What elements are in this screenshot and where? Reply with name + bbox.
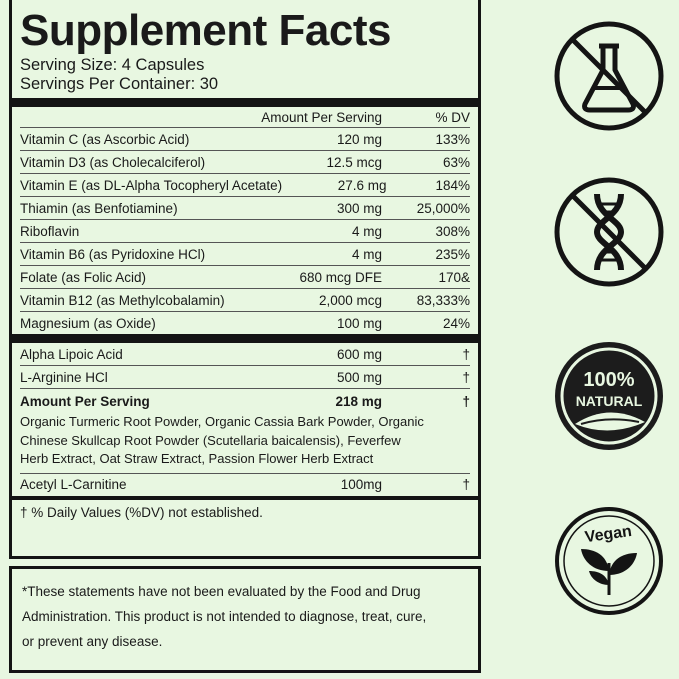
ingredient-amount: 12.5 mcg bbox=[326, 154, 382, 170]
ingredient-amount: 27.6 mg bbox=[337, 177, 387, 193]
ingredient-name: Vitamin B6 (as Pyridoxine HCl) bbox=[20, 246, 206, 262]
ingredient-dv: 83,333% bbox=[416, 292, 470, 308]
vegan-badge-label: Vegan bbox=[583, 522, 633, 547]
divider-thick bbox=[12, 334, 478, 343]
ingredient-row bbox=[20, 220, 470, 243]
ingredient-amount: 4 mg bbox=[351, 223, 382, 239]
ingredient-name: Magnesium (as Oxide) bbox=[20, 315, 156, 331]
footnote: † % Daily Values (%DV) not established. bbox=[20, 504, 263, 520]
page-title: Supplement Facts bbox=[20, 6, 391, 55]
ingredient-amount: 500 mg bbox=[336, 369, 382, 385]
ingredient-dv: † bbox=[462, 369, 470, 385]
blend-ingredients-line: Chinese Skullcap Root Powder (Scutellaria baicalensis), Feverfew bbox=[20, 432, 401, 448]
ingredient-row bbox=[20, 266, 470, 289]
ingredient-amount: 680 mcg DFE bbox=[299, 269, 382, 285]
blend-dv: † bbox=[462, 393, 470, 409]
ingredient-name: Vitamin E (as DL-Alpha Tocopheryl Acetate) bbox=[20, 177, 283, 193]
column-header-row bbox=[20, 107, 470, 128]
ingredient-dv: 170& bbox=[438, 269, 470, 285]
vegan-badge-icon bbox=[553, 505, 665, 617]
ingredient-row bbox=[20, 174, 470, 197]
ingredient-name: Vitamin B12 (as Methylcobalamin) bbox=[20, 292, 225, 308]
servings-per-container: Servings Per Container: 30 bbox=[20, 75, 219, 93]
ingredient-row bbox=[20, 151, 470, 174]
ingredient-row bbox=[20, 289, 470, 312]
ingredient-amount: 100 mg bbox=[336, 315, 382, 331]
ingredient-dv: 24% bbox=[442, 315, 470, 331]
ingredient-name: Vitamin C (as Ascorbic Acid) bbox=[20, 131, 190, 147]
other-ingredient-list bbox=[20, 343, 470, 389]
natural-badge-icon bbox=[553, 340, 665, 452]
ingredient-dv: 184% bbox=[435, 177, 470, 193]
disclaimer-box bbox=[9, 566, 481, 673]
ingredient-name: L-Arginine HCl bbox=[20, 369, 108, 385]
disclaimer-line: *These statements have not been evaluated by the Food and Drug bbox=[22, 584, 421, 599]
ingredient-amount: 4 mg bbox=[351, 246, 382, 262]
ingredient-name: Folate (as Folic Acid) bbox=[20, 269, 147, 285]
ingredient-row bbox=[20, 312, 470, 334]
ingredient-dv: 133% bbox=[435, 131, 470, 147]
ingredient-name: Riboflavin bbox=[20, 223, 80, 239]
ingredient-dv: 25,000% bbox=[416, 200, 470, 216]
ingredient-name: Alpha Lipoic Acid bbox=[20, 346, 123, 362]
ingredient-dv: 63% bbox=[442, 154, 470, 170]
blend-ingredients-line: Herb Extract, Oat Straw Extract, Passion Flower Herb Extract bbox=[20, 451, 374, 466]
disclaimer-line: or prevent any disease. bbox=[22, 634, 163, 649]
no-chemicals-icon bbox=[553, 20, 665, 132]
ingredient-amount: 600 mg bbox=[336, 346, 382, 362]
ingredient-amount: 2,000 mcg bbox=[318, 292, 382, 308]
carnitine-row bbox=[20, 474, 470, 496]
ingredient-name: Acetyl L-Carnitine bbox=[20, 477, 127, 492]
ingredient-amount: 300 mg bbox=[336, 200, 382, 216]
no-gmo-icon bbox=[553, 176, 665, 288]
ingredient-row bbox=[20, 128, 470, 151]
ingredient-name: Thiamin (as Benfotiamine) bbox=[20, 200, 178, 216]
ingredient-row bbox=[20, 197, 470, 220]
ingredient-dv: † bbox=[462, 346, 470, 362]
ingredient-row bbox=[20, 366, 470, 389]
amount-header: Amount Per Serving bbox=[261, 109, 382, 125]
vitamin-list bbox=[20, 128, 470, 334]
ingredient-amount: 120 mg bbox=[336, 131, 382, 147]
blend-ingredients-line: Organic Turmeric Root Powder, Organic Cassia Bark Powder, Organic bbox=[20, 414, 424, 429]
ingredient-dv: 308% bbox=[435, 223, 470, 239]
divider bbox=[12, 496, 478, 500]
blend-row bbox=[20, 389, 470, 413]
proprietary-blend bbox=[20, 389, 470, 474]
supplement-facts-panel bbox=[9, 0, 481, 559]
ingredient-dv: 235% bbox=[435, 246, 470, 262]
serving-size: Serving Size: 4 Capsules bbox=[20, 56, 205, 74]
natural-badge-line1: 100% bbox=[583, 369, 635, 391]
dv-header: % DV bbox=[435, 109, 470, 125]
ingredient-name: Vitamin D3 (as Cholecalciferol) bbox=[20, 154, 206, 170]
ingredient-row bbox=[20, 343, 470, 366]
ingredient-row bbox=[20, 243, 470, 266]
blend-ingredients bbox=[20, 413, 470, 469]
ingredient-dv: † bbox=[462, 477, 470, 492]
disclaimer-line: Administration. This product is not intended to diagnose, treat, cure, bbox=[22, 609, 427, 624]
blend-name: Amount Per Serving bbox=[20, 393, 150, 409]
natural-badge-line2: NATURAL bbox=[575, 393, 643, 409]
divider-thick bbox=[12, 98, 478, 107]
blend-amount: 218 mg bbox=[335, 393, 382, 409]
ingredient-amount: 100mg bbox=[340, 477, 382, 492]
